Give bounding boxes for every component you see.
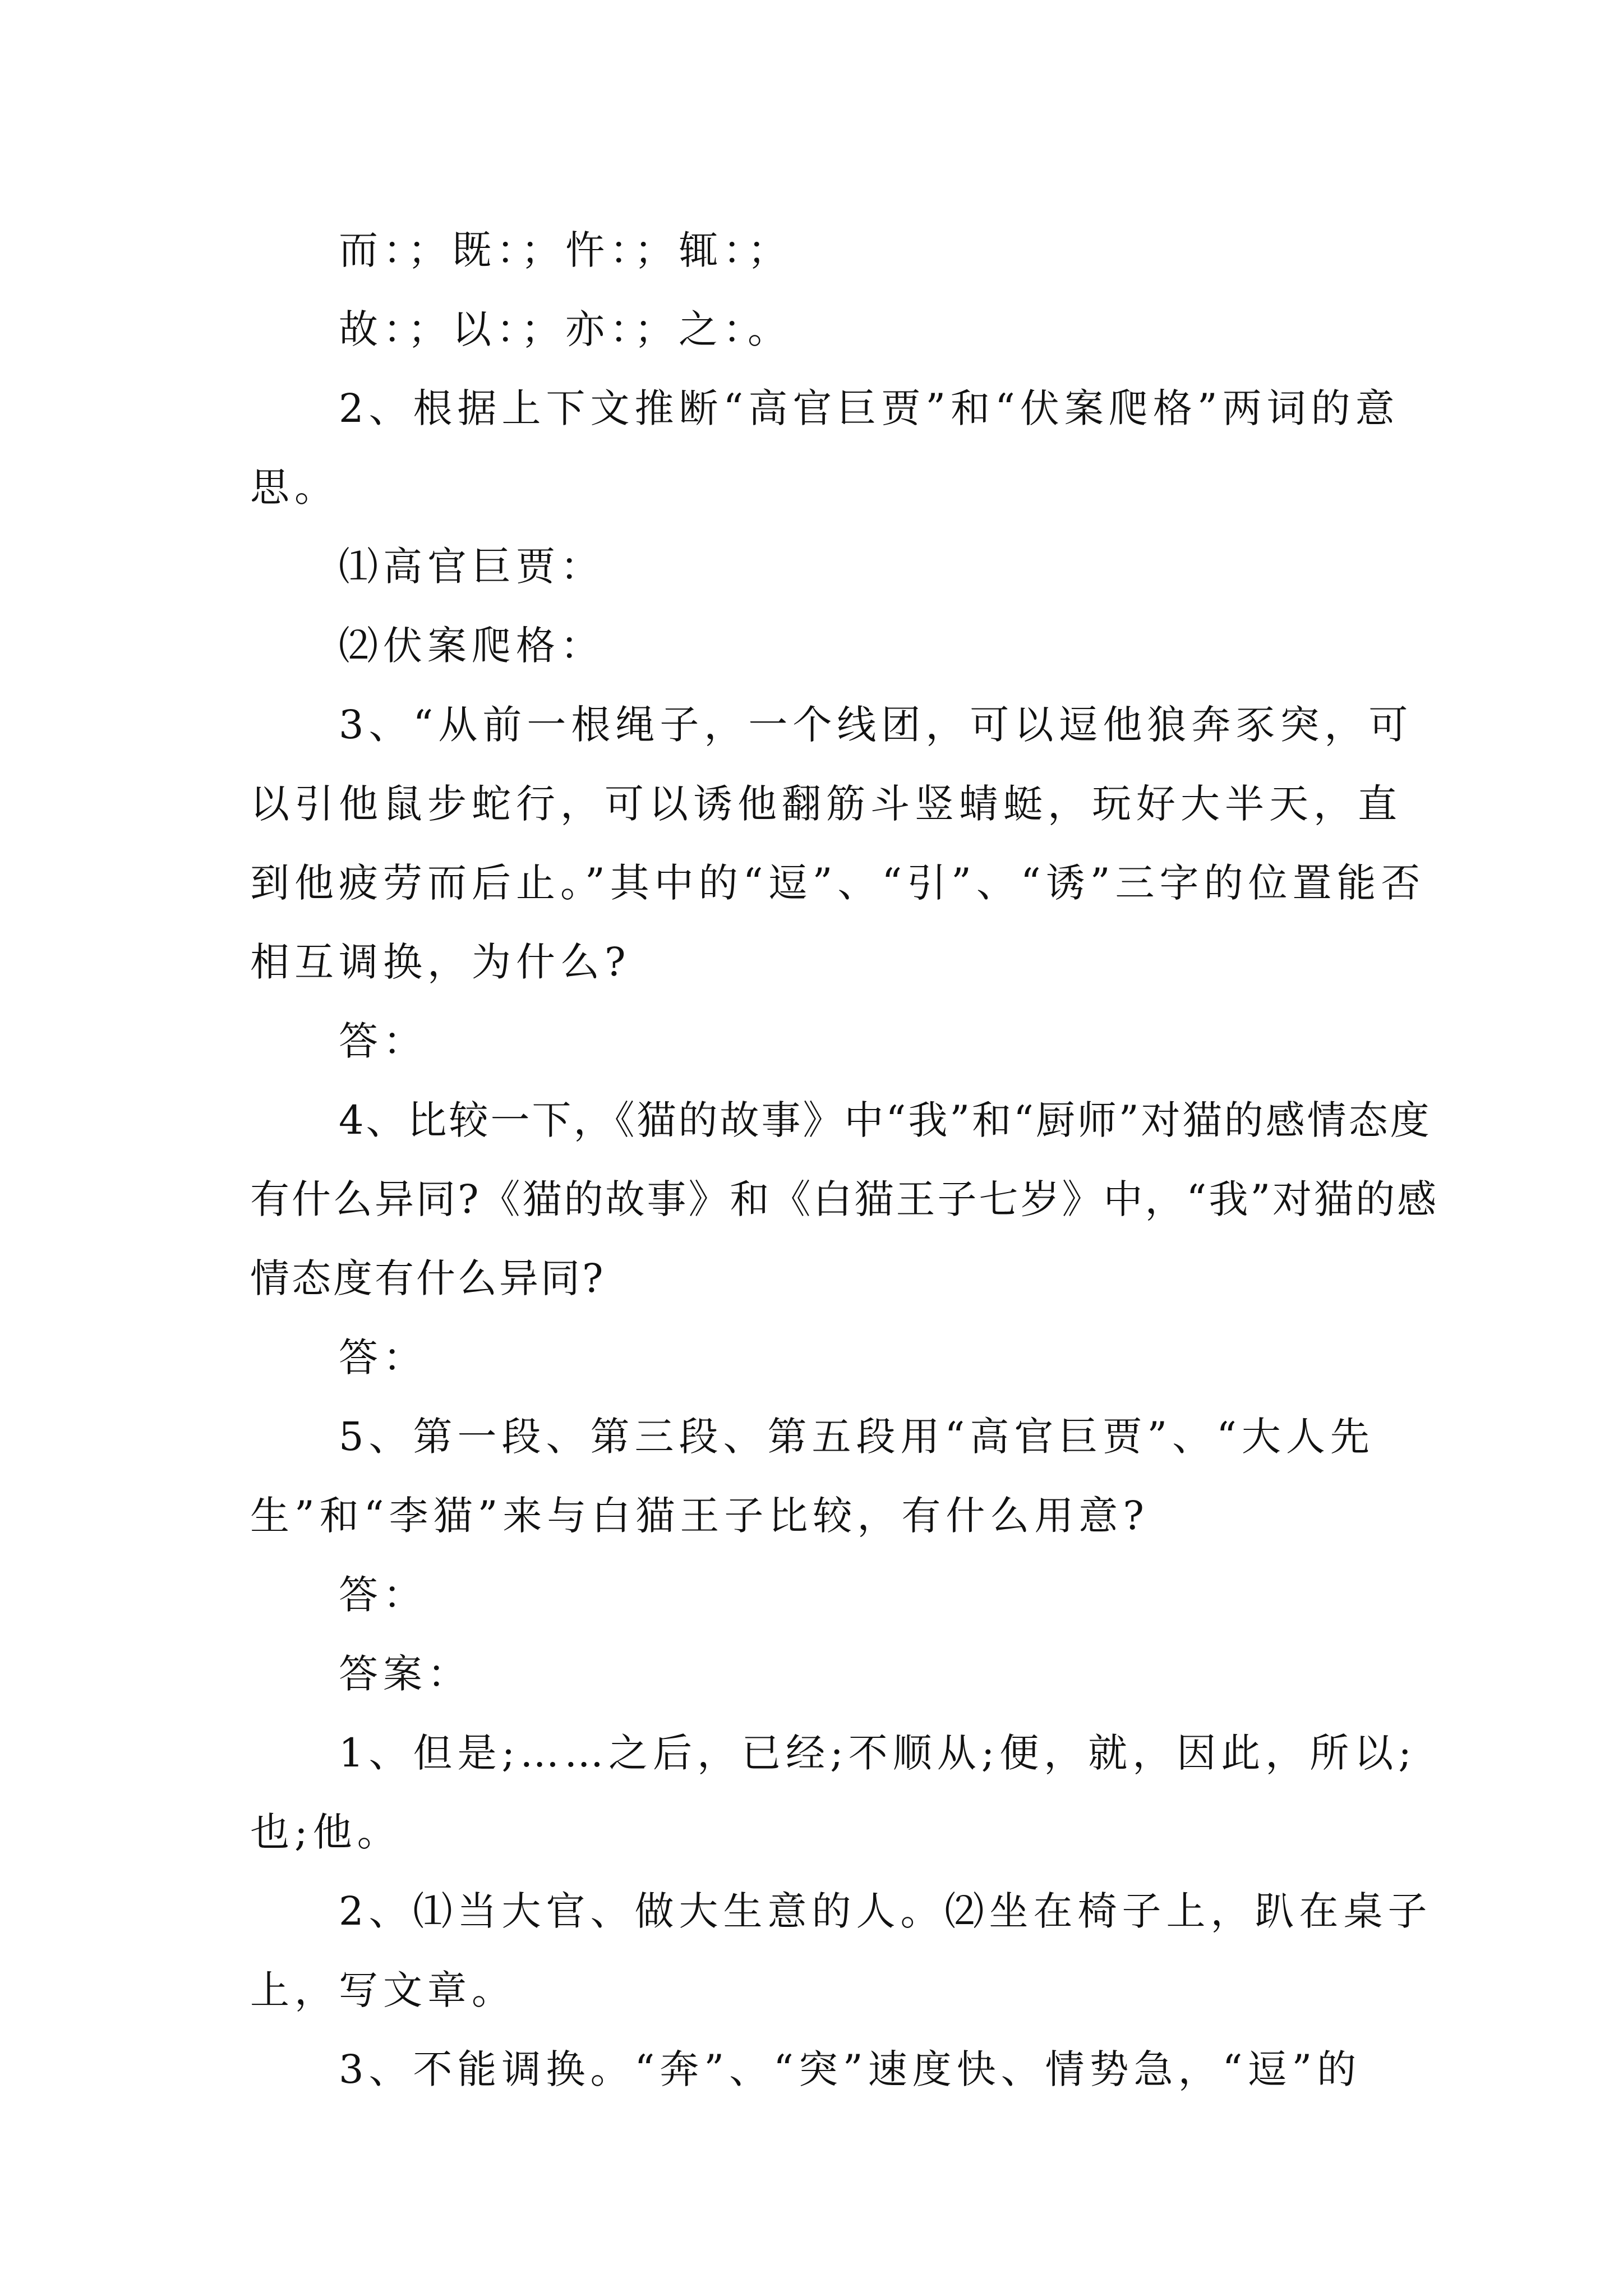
question-2-item-1: ⑴高官巨贾：: [339, 544, 605, 590]
answer-label-3: 答：: [339, 1018, 427, 1064]
question-2-item-2: ⑵伏案爬格：: [339, 623, 605, 669]
answer-label-4: 答：: [339, 1335, 427, 1381]
document-body: [250, 211, 1439, 2109]
answer-1: 1、但是;……之后，已经;不顺从;便，就，因此，所以;也;他。: [250, 1730, 1417, 1855]
vocab-blank-line-2: 故：；以：；亦：；之：。: [339, 306, 792, 352]
question-2: 2、根据上下文推断“高官巨贾”和“伏案爬格”两词的意思。: [250, 385, 1400, 510]
question-3: 3、“从前一根绳子，一个线团，可以逗他狼奔豕突，可以引他鼠步蛇行，可以诱他翻筋斗竖蜻蜓，玩好大半天，直到他疲劳而后止。”其中的“逗”、“引”、“诱”三字的位置能否相互调换，为什么?: [250, 702, 1426, 985]
question-5: 5、第一段、第三段、第五段用“高官巨贾”、“大人先生”和“李猫”来与白猫王子比较，有什么用意?: [250, 1414, 1375, 1539]
answer-label-5: 答：: [339, 1572, 427, 1618]
question-4: 4、比较一下，《猫的故事》中“我”和“厨师”对猫的感情态度有什么异同?《猫的故事》和《白猫王子七岁》中，“我”对猫的感情态度有什么异同?: [250, 1097, 1439, 1301]
answers-heading: 答案：: [339, 1651, 472, 1697]
answer-2: 2、⑴当大官、做大生意的人。⑵坐在椅子上，趴在桌子上，写文章。: [250, 1888, 1432, 2013]
answer-3: 3、不能调换。“奔”、“突”速度快、情势急，“逗”的: [339, 2046, 1362, 2092]
vocab-blank-line-1: 而：；既：；忤：；辄：；: [339, 227, 792, 273]
